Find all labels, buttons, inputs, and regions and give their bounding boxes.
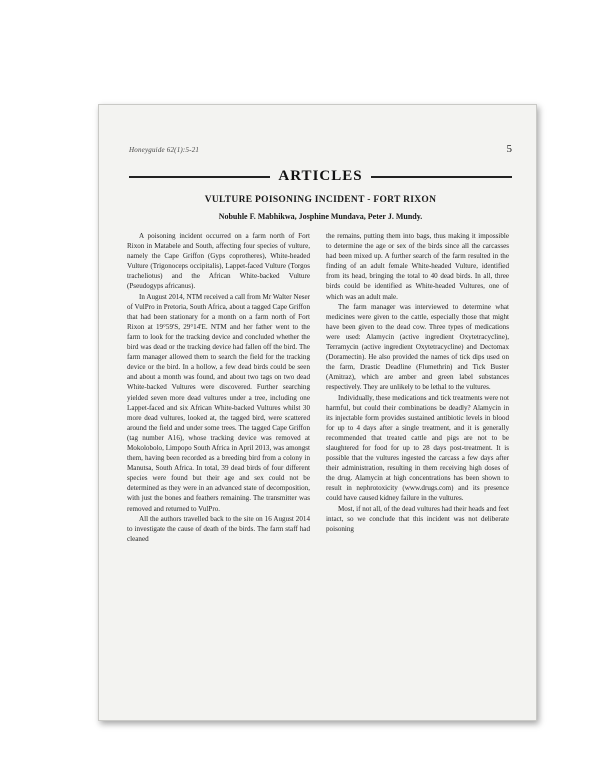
page-header: [129, 143, 512, 155]
paragraph: All the authors travelled back to the site on 16 August 2014 to investigate the cause of death of the birds. The farm staff had cleaned: [127, 514, 310, 543]
paragraph: Most, if not all, of the dead vultures had their heads and feet intact, so we conclude that this incident was not deliberate poisoning: [326, 504, 509, 533]
section-heading: [129, 168, 512, 185]
paragraph: The farm manager was interviewed to determine what medicines were given to the cattle, especially those that might have been given to the dead cow. Three types of medications were used: Alamycin (active ingredient Oxytetracycline), Terramycin (active ingredient Oxytetracycline) and Dectomax (Doramectin). He also provided the names of tick dips used on the farm, Drastic Deadline (Flumethrin) and Tick Buster (Amitraz), which are amber and green label substances respectively. They are unlikely to be lethal to the vultures.: [326, 302, 509, 392]
section-title: ARTICLES: [278, 168, 363, 184]
article-title: VULTURE POISONING INCIDENT - FORT RIXON: [204, 195, 437, 205]
section-rule-left: [129, 176, 270, 178]
section-rule-right: [371, 176, 512, 178]
paragraph: In August 2014, NTM received a call from Mr Walter Neser of VulPro in Pretoria, South Africa, about a tagged Cape Griffon that had been stationary for a month on a farm north of Fort Rixon at 19°59'S, 29°14'E. NTM and her father went to the farm to look for the tracking device and concluded whether the bird was dead or the tracking device had fallen off the bird. The farm manager allowed them to search the field for the tracking device or the bird. In a hollow, a few dead birds could be seen and about a month was found, and about two tags on two dead White-backed Vultures were discovered. Further searching yielded seven more dead vultures under a tree, including one Lappet-faced and six African White-backed Vultures whilst 30 more dead vultures, looked at, the tagged bird, were scattered around the field and under some trees. The tagged Cape Griffon (tag number A16), whose tracking device was removed at Mokolobolo, Limpopo South Africa in April 2013, was amongst them, having been recorded as a breeding bird from a colony in Manutsa, South Africa. In total, 39 dead birds of four different species were found but their age and sex could not be determined as they were in an advanced state of decomposition, with just the bones and feathers remaining. The transmitter was removed and returned to VulPro.: [127, 292, 310, 513]
paragraph: A poisoning incident occurred on a farm north of Fort Rixon in Matabele and South, affecting four species of vulture, namely the Cape Griffon (Gyps coprotheres), White-headed Vulture (Trigonoceps occipitalis), Lappet-faced Vulture (Torgos tracheliotus) and the African White-backed Vulture (Pseudogyps africanus).: [127, 232, 310, 291]
journal-reference: Honeyguide 62(1):5-21: [129, 146, 200, 154]
paragraph: Individually, these medications and tick treatments were not harmful, but could their combinations be deadly? Alamycin in its injectable form provides sustained antibiotic levels in blood for up to 4 days after a single treatment, and it is generally recommended that treated cattle and pigs are not to be slaughtered for food for up to 28 days post-treatment. It is possible that the vultures ingested the carcass a few days after their administration, resulting in them receiving high doses of the drug. Alamycin at high concentrations has been shown to result in nephrotoxicity (www.drugs.com) and its presence could have caused kidney failure in the vultures.: [326, 393, 509, 503]
left-column: [127, 231, 310, 544]
paragraph: the remains, putting them into bags, thus making it impossible to determine the age or sex of the birds since all the carcasses had been mixed up. A further search of the farm resulted in the finding of an adult female White-headed Vulture, identified from its head, bringing the total to 40 dead birds. In all, three birds could be identified as White-headed Vultures, one of which was an adult male.: [326, 232, 509, 301]
article-authors: Nobuhle F. Mabhikwa, Josphine Mundava, Peter J. Mundy.: [218, 212, 423, 221]
journal-page: [98, 104, 537, 721]
right-column: [326, 231, 509, 534]
page-number: 5: [506, 143, 512, 155]
